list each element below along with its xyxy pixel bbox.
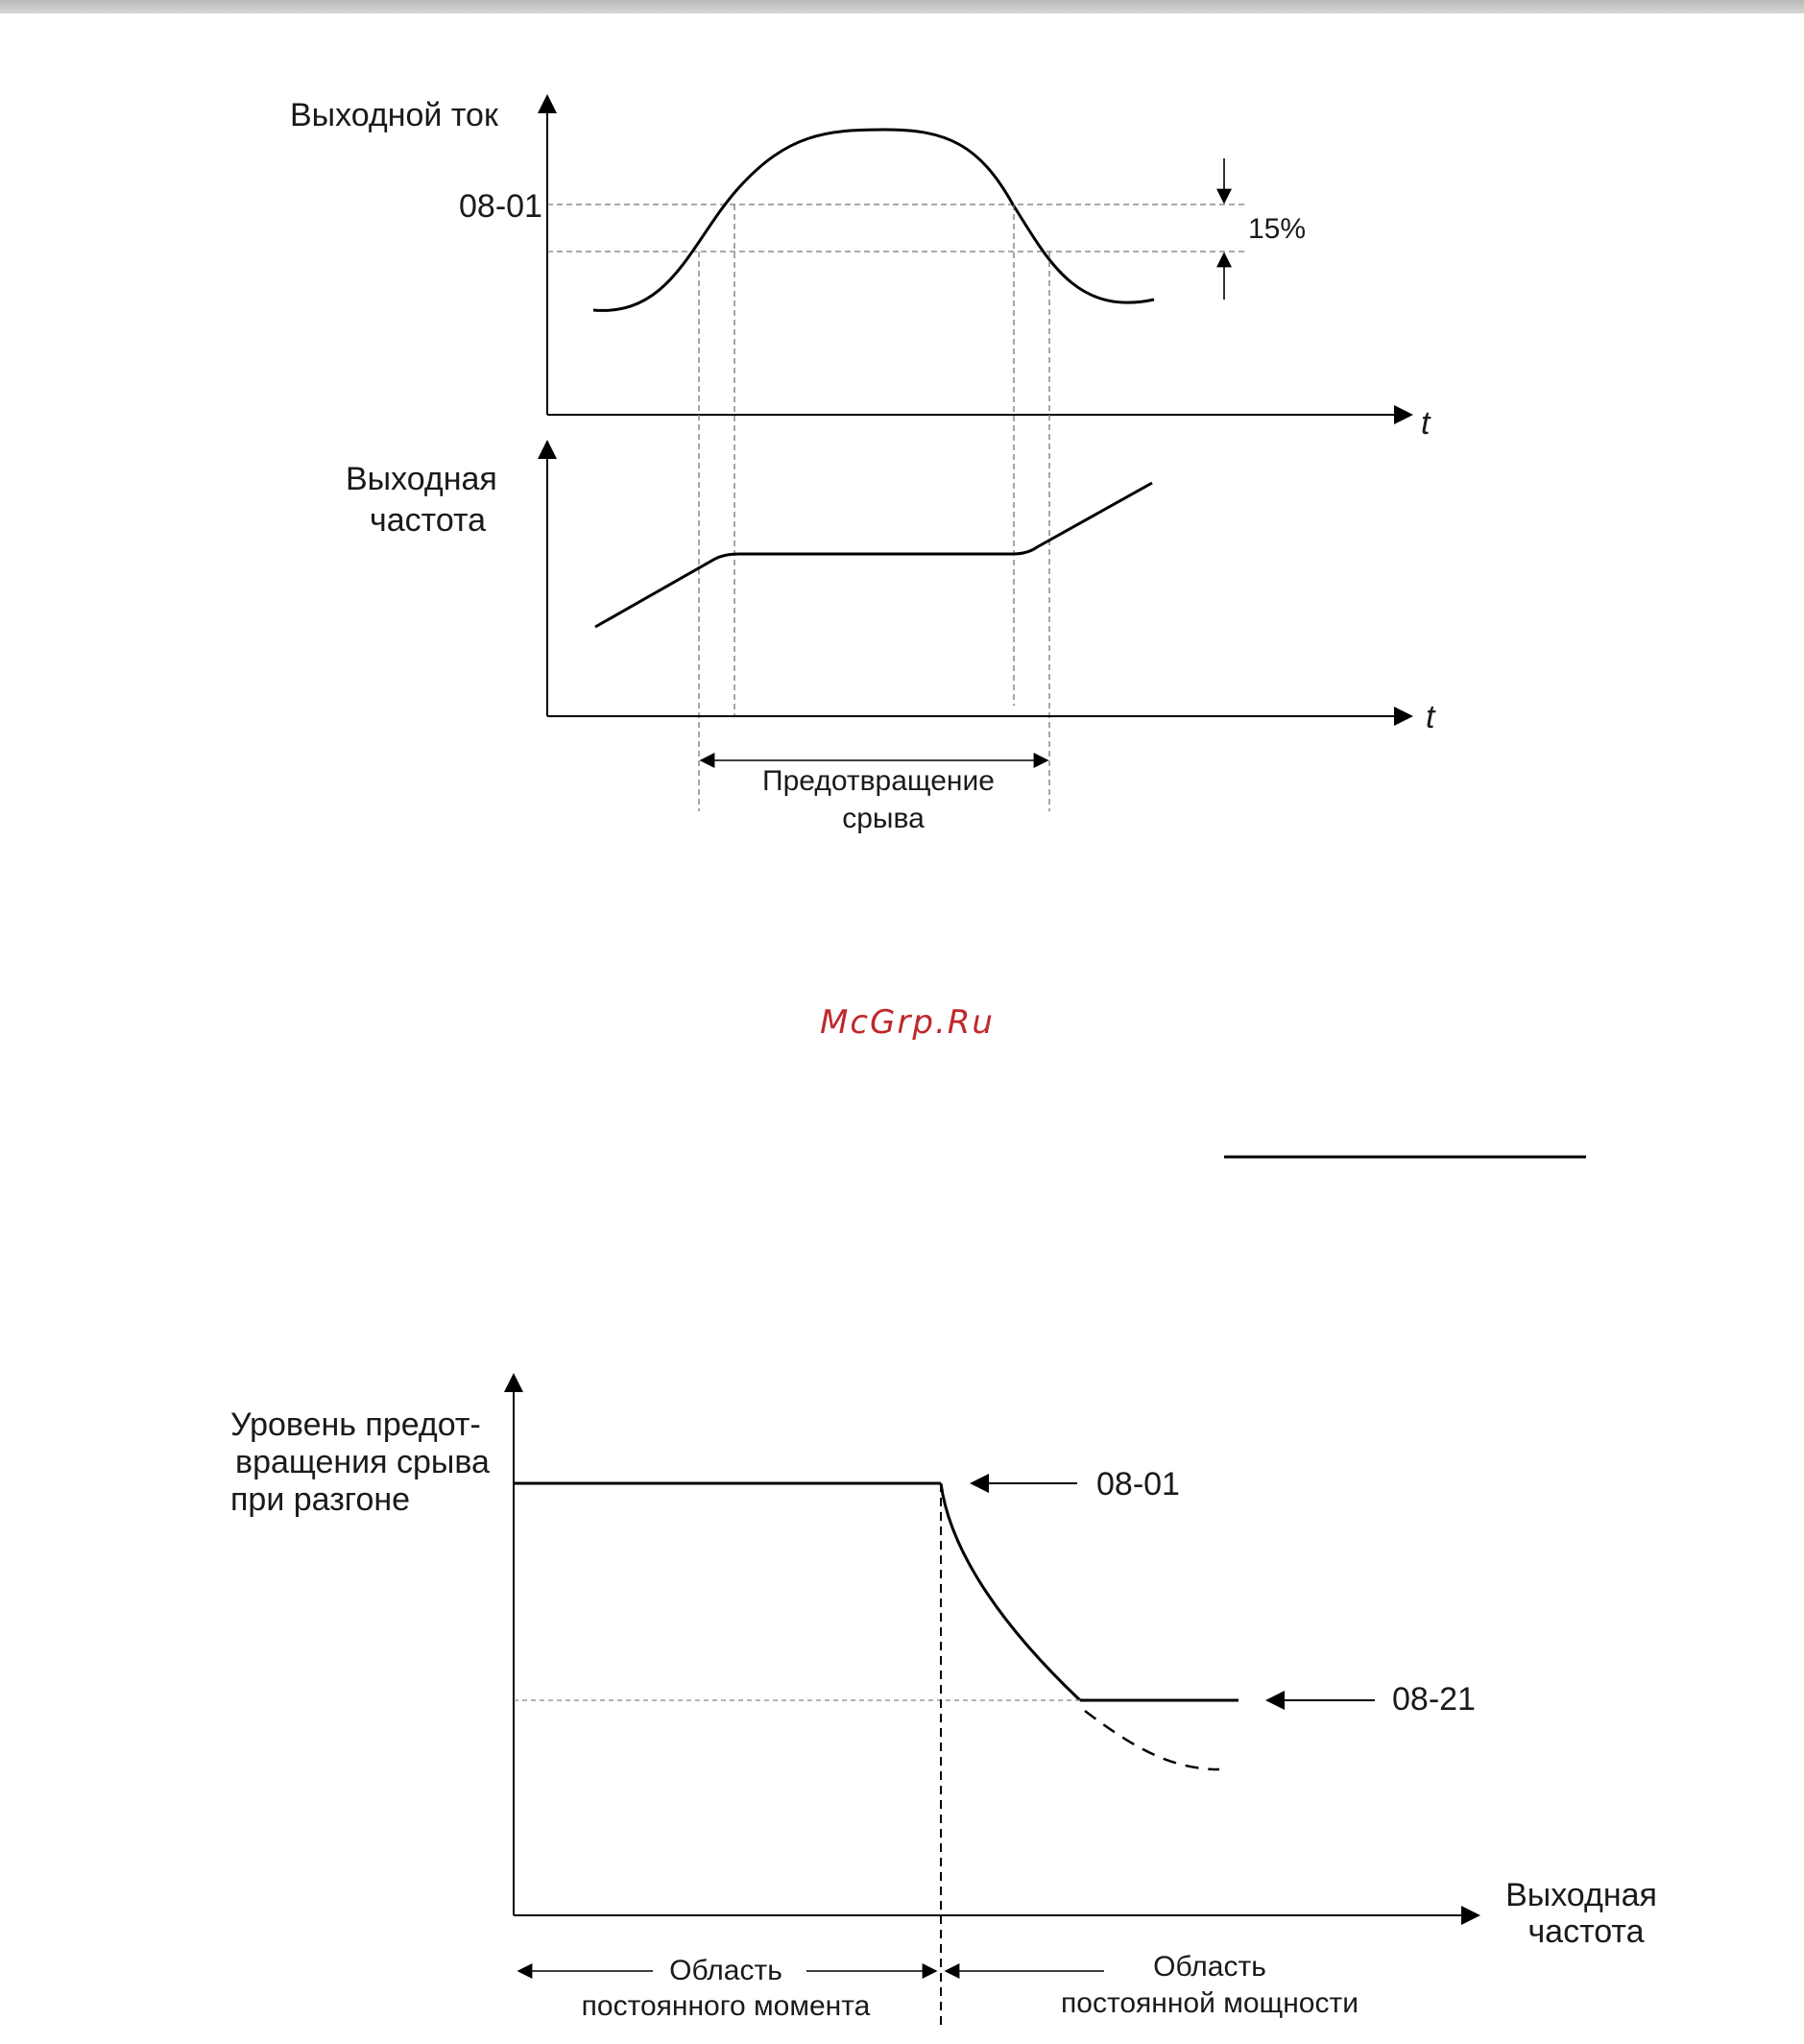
frequency-x-label-1: Выходная bbox=[1505, 1877, 1657, 1913]
level-axis-label-3: при разгоне bbox=[230, 1481, 411, 1518]
frequency-x-label-2: частота bbox=[1527, 1913, 1645, 1950]
frequency-t-label: t bbox=[1426, 699, 1435, 735]
level-axis-label-1: Уровень предот- bbox=[230, 1407, 481, 1443]
stall-prevention-level-diagram bbox=[230, 1375, 1657, 2026]
callout-label-08-01: 08-01 bbox=[1096, 1466, 1180, 1503]
current-axis-label: Выходной ток bbox=[290, 97, 498, 133]
output-current-curve bbox=[593, 130, 1154, 310]
unclamped-level-curve bbox=[1085, 1711, 1219, 1769]
stall-prevention-label-2: срыва bbox=[842, 803, 925, 834]
level-axis-label-2: вращения срыва bbox=[235, 1444, 490, 1480]
frequency-axis-label-2: частота bbox=[370, 502, 487, 539]
stall-prevention-timing-diagram bbox=[290, 96, 1436, 834]
constant-power-label-1: Область bbox=[1153, 1951, 1266, 1983]
current-t-label: t bbox=[1421, 405, 1431, 442]
decreasing-level-curve bbox=[941, 1483, 1080, 1700]
callout-label-08-21: 08-21 bbox=[1392, 1681, 1476, 1718]
constant-torque-label-1: Область bbox=[669, 1955, 782, 1986]
constant-power-label-2: постоянной мощности bbox=[1061, 1987, 1359, 2019]
band-percent-label: 15% bbox=[1248, 213, 1307, 245]
level-08-01-label: 08-01 bbox=[459, 188, 542, 225]
frequency-axis-label-1: Выходная bbox=[346, 461, 497, 497]
watermark-text: McGrp.Ru bbox=[820, 1003, 995, 1042]
stall-prevention-label-1: Предотвращение bbox=[762, 765, 995, 797]
output-frequency-curve bbox=[595, 483, 1152, 627]
constant-torque-label-2: постоянного момента bbox=[581, 1990, 871, 2022]
